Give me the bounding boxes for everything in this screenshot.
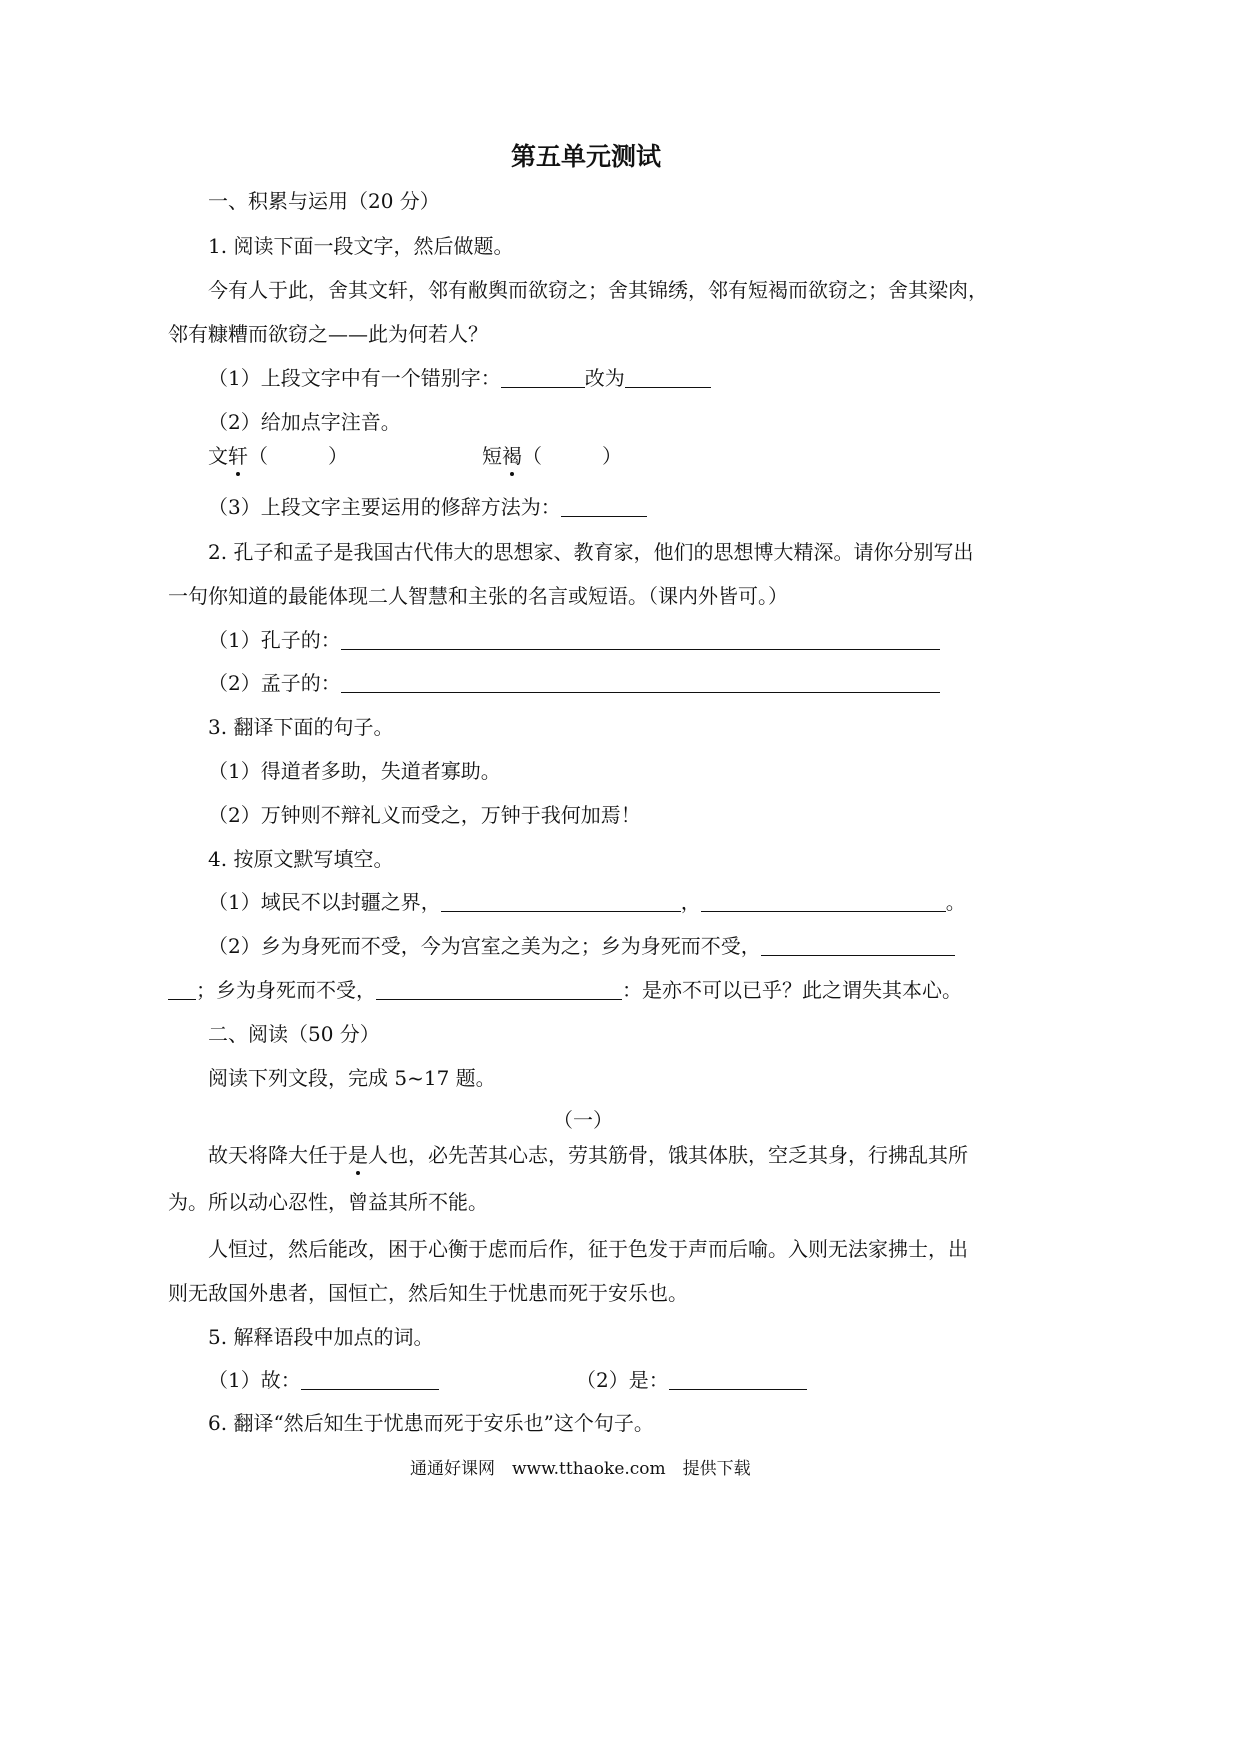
pinyin-answer2[interactable]: （ ） (522, 444, 622, 468)
q1-sub2: （2）给加点字注音。 (208, 410, 401, 434)
q4-sub2-blank1[interactable] (761, 935, 955, 956)
q1-sub1-text-b: 改为 (584, 366, 625, 390)
q1-passage-line2: 邻有糠糟而欲窃之——此为何若人？ (168, 322, 488, 346)
q3-sub2: （2）万钟则不辩礼义而受之，万钟于我何加焉！ (208, 803, 641, 827)
q3-prompt: 3. 翻译下面的句子。 (208, 715, 394, 739)
pinyin-answer1[interactable]: （ ） (248, 444, 348, 468)
q1-pinyin-item2 (482, 443, 622, 469)
q4-sub2-text-a: （2）乡为身死而不受，今为宫室之美为之；乡为身死而不受， (208, 934, 761, 958)
q5-sub2-blank[interactable] (669, 1369, 807, 1390)
q2-sub2 (208, 670, 940, 696)
pinyin-word1-dotted: 轩 (228, 444, 248, 468)
section2-heading: 二、阅读（50 分） (208, 1022, 380, 1046)
page-footer: 通通好课网 www.tthaoke.com 提供下载 (410, 1459, 751, 1479)
passage2-line2: 则无敌国外患者，国恒亡，然后知生于忧患而死于安乐也。 (168, 1281, 688, 1305)
passage1-text-b: 人也，必先苦其心志，劳其筋骨，饿其体肤，空乏其身，行拂乱其所 (368, 1143, 968, 1167)
q4-sub2-line1 (208, 933, 955, 959)
q1-sub3-blank[interactable] (561, 496, 647, 517)
q4-sub2-text-b: ；乡为身死而不受， (196, 978, 376, 1002)
q2-sub1-text: （1）孔子的： (208, 628, 341, 652)
q5-sub1 (208, 1367, 439, 1393)
pinyin-word1-a: 文 (208, 444, 228, 468)
q2-sub2-blank[interactable] (341, 672, 940, 693)
passage1-text-a: 故天将降大任于 (208, 1143, 348, 1167)
q6-prompt: 6. 翻译“然后知生于忧患而死于安乐也”这个句子。 (208, 1411, 654, 1435)
q5-sub1-text: （1）故： (208, 1368, 301, 1392)
q4-sub1-text-c: 。 (945, 890, 966, 914)
passage1-line2: 为。所以动心忍性，曾益其所不能。 (168, 1190, 488, 1214)
q4-sub1-blank1[interactable] (441, 891, 681, 912)
q1-prompt: 1. 阅读下面一段文字，然后做题。 (208, 234, 514, 258)
q3-sub1: （1）得道者多助，失道者寡助。 (208, 759, 501, 783)
q4-prompt: 4. 按原文默写填空。 (208, 847, 394, 871)
pinyin-word2-dotted: 褐 (502, 444, 522, 468)
passage2-line1: 人恒过，然后能改，困于心衡于虑而后作，征于色发于声而后喻。入则无法家拂士，出 (208, 1237, 968, 1261)
q5-sub2-text: （2）是： (576, 1368, 669, 1392)
q4-sub1-blank2[interactable] (701, 891, 946, 912)
q4-sub1-text-a: （1）域民不以封疆之界， (208, 890, 441, 914)
passage1-dotted-word: 是 (348, 1143, 368, 1167)
q4-sub2-line2 (168, 977, 962, 1003)
q5-sub2 (576, 1367, 807, 1393)
q4-sub2-blank2[interactable] (376, 979, 622, 1000)
q4-sub1-text-b: ， (680, 890, 701, 914)
q1-sub1-blank-wrong[interactable] (501, 367, 585, 388)
q2-sub1 (208, 627, 940, 653)
passage1-line1 (208, 1142, 968, 1168)
q4-sub1 (208, 889, 966, 915)
q1-passage-line1: 今有人于此，舍其文轩，邻有敝舆而欲窃之；舍其锦绣，邻有短褐而欲窃之；舍其梁肉， (208, 278, 988, 302)
q2-prompt-line1: 2. 孔子和孟子是我国古代伟大的思想家、教育家，他们的思想博大精深。请你分别写出 (208, 540, 974, 564)
q1-sub1 (208, 365, 711, 391)
q2-sub1-blank[interactable] (341, 629, 940, 650)
q1-sub1-text-a: （1）上段文字中有一个错别字： (208, 366, 501, 390)
q5-sub1-blank[interactable] (301, 1369, 439, 1390)
q1-sub3 (208, 494, 647, 520)
q4-sub2-blank1-cont[interactable] (168, 979, 196, 1000)
page-title: 第五单元测试 (511, 142, 662, 171)
q1-sub3-text: （3）上段文字主要运用的修辞方法为： (208, 495, 561, 519)
q5-prompt: 5. 解释语段中加点的词。 (208, 1325, 434, 1349)
q2-prompt-line2: 一句你知道的最能体现二人智慧和主张的名言或短语。（课内外皆可。） (168, 584, 788, 608)
q4-sub2-text-c: ：是亦不可以已乎？此之谓失其本心。 (622, 978, 962, 1002)
passage-part-label: （一） (553, 1108, 613, 1132)
q1-sub1-blank-correct[interactable] (625, 367, 711, 388)
q1-pinyin-item1 (208, 443, 348, 469)
section2-instruction: 阅读下列文段，完成 5~17 题。 (208, 1066, 496, 1090)
pinyin-word2-a: 短 (482, 444, 502, 468)
q2-sub2-text: （2）孟子的： (208, 671, 341, 695)
section1-heading: 一、积累与运用（20 分） (208, 189, 440, 213)
